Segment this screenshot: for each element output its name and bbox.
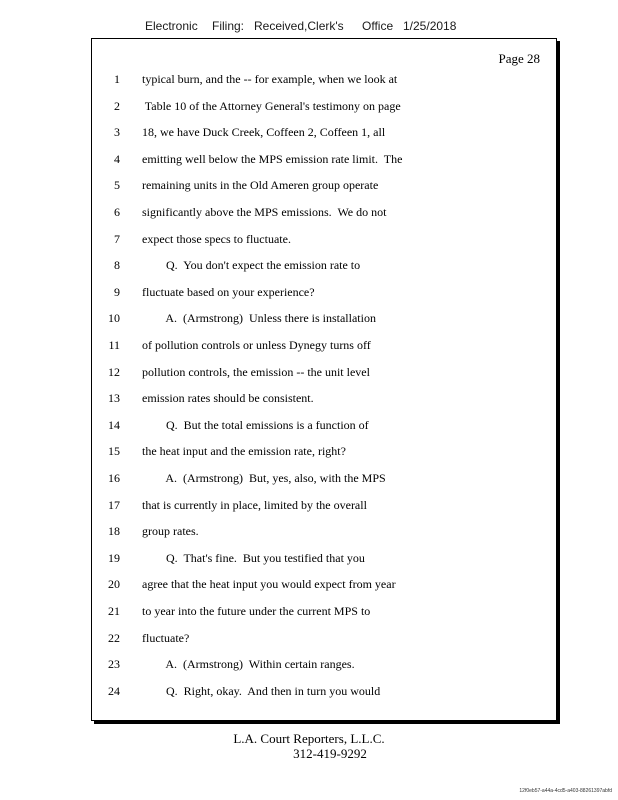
line-number: 21 [108,604,120,618]
line-text: agree that the heat input you would expect from year [142,577,396,592]
document-id: 12f0eb57-a44a-4cd5-a403-88261397abfd [519,788,612,794]
line-number: 8 [114,258,120,273]
line-number: 1 [114,72,120,86]
transcript-line [92,125,556,143]
transcript-line [92,631,556,649]
transcript-line [92,391,556,409]
transcript-line [92,311,556,329]
line-text: that is currently in place, limited by the overall [142,497,367,512]
line-number: 22 [108,630,120,645]
transcript-line [92,205,556,223]
transcript-line [92,365,556,383]
line-text: emitting well below the MPS emission rate limit. The [142,151,403,166]
filing-header-date: 1/25/2018 [403,19,457,33]
filing-header-filing: Filing: [212,19,245,33]
line-number: 18 [108,524,120,539]
line-number: 2 [114,98,120,113]
line-text: significantly above the MPS emissions. We do not [142,205,387,219]
line-number: 17 [108,497,120,512]
line-text: 18, we have Duck Creek, Coffeen 2, Coffeen 1, all [142,125,386,140]
footer-phone: 312-419-9292 [293,746,367,761]
line-text: pollution controls, the emission -- the unit level [142,364,370,379]
transcript-line [92,604,556,622]
transcript-line [92,285,556,303]
line-number: 19 [108,550,120,565]
line-number: 24 [108,683,120,698]
line-text: typical burn, and the -- for example, when we look at [142,72,398,86]
line-number: 5 [114,178,120,193]
line-text: A. (Armstrong) Within certain ranges. [142,657,355,672]
transcript-line [92,471,556,489]
line-number: 9 [114,284,120,299]
line-text: fluctuate? [142,630,190,645]
transcript-line [92,577,556,595]
transcript-line [92,418,556,436]
line-text: Q. But the total emissions is a function of [142,417,369,432]
line-number: 14 [108,417,120,432]
line-number: 3 [114,125,120,140]
line-text: Q. That's fine. But you testified that you [142,550,365,565]
filing-header [0,19,618,35]
line-number: 4 [114,151,120,166]
filing-header-received: Received,Clerk's [254,19,344,33]
transcript-line [92,524,556,542]
transcript-line [92,178,556,196]
line-text: to year into the future under the current MPS to [142,604,371,618]
line-text: Q. Right, okay. And then in turn you would [142,683,381,698]
transcript-line [92,232,556,250]
transcript-line [92,152,556,170]
line-text: group rates. [142,524,199,539]
transcript-line [92,551,556,569]
line-text: Table 10 of the Attorney General's testimony on page [142,98,401,113]
transcript-line [92,99,556,117]
transcript-line [92,498,556,516]
line-text: emission rates should be consistent. [142,391,314,406]
line-number: 11 [108,338,120,352]
line-number: 10 [108,311,120,326]
line-number: 6 [114,205,120,219]
line-text: remaining units in the Old Ameren group operate [142,178,379,193]
transcript-line [92,258,556,276]
transcript-page [91,38,557,721]
line-number: 7 [114,231,120,246]
line-text: the heat input and the emission rate, right? [142,444,346,459]
transcript-line [92,657,556,675]
line-number: 16 [108,471,120,485]
transcript-line [92,338,556,356]
transcript-line [92,684,556,702]
line-number: 13 [108,391,120,406]
line-number: 12 [108,364,120,379]
line-text: A. (Armstrong) But, yes, also, with the MPS [142,471,386,485]
line-number: 15 [108,444,120,459]
line-text: expect those specs to fluctuate. [142,231,291,246]
line-number: 23 [108,657,120,672]
transcript-line [92,444,556,462]
page-number: Page 28 [498,51,540,66]
line-text: Q. You don't expect the emission rate to [142,258,361,273]
footer-firm-name: L.A. Court Reporters, L.L.C. [233,731,385,746]
line-text: fluctuate based on your experience? [142,284,315,299]
transcript-line [92,72,556,90]
line-text: of pollution controls or unless Dynegy turns off [142,338,371,352]
line-text: A. (Armstrong) Unless there is installation [142,311,376,326]
filing-header-electronic: Electronic [145,19,198,33]
line-number: 20 [108,577,120,592]
filing-header-office: Office [362,19,394,33]
